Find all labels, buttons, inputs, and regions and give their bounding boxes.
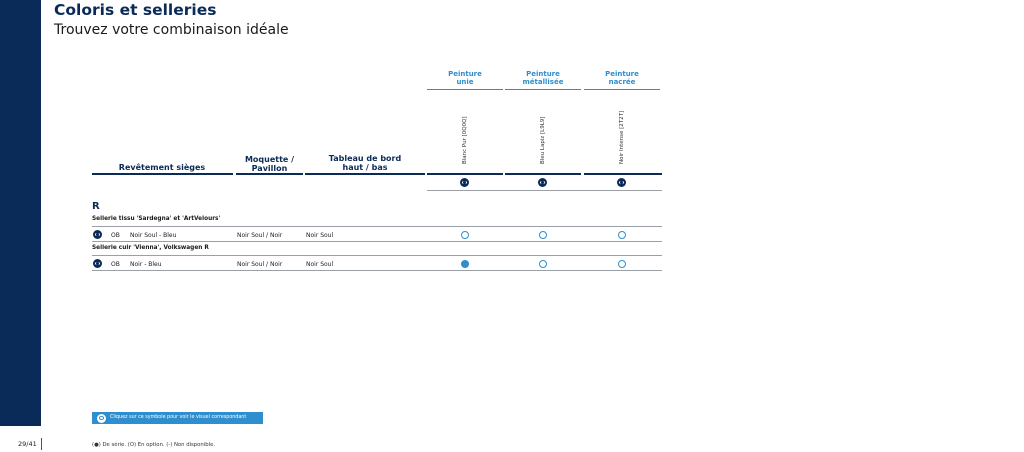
- page-subtitle: Trouvez votre combinaison idéale: [54, 22, 289, 38]
- color-header-line: [427, 173, 503, 175]
- availability-option-marker: [461, 231, 469, 239]
- availability-legend: (●) De série. (O) En option. (-) Non disponible.: [92, 442, 216, 448]
- column-header-line: [92, 173, 233, 175]
- column-header-line: [236, 173, 303, 175]
- divider: [92, 255, 662, 256]
- upholstery-name: Noir Soul - Bleu: [130, 232, 177, 239]
- upholstery-name: Noir - Bleu: [130, 261, 162, 268]
- column-header-dashboard: Tableau de bord haut / bas: [328, 154, 402, 172]
- view-upholstery-eye-icon[interactable]: [93, 259, 102, 268]
- color-header-line: [584, 173, 662, 175]
- color-name-bleu-lapiz: Bleu Lapiz [L9L9]: [540, 116, 546, 164]
- dashboard-value: Noir Soul: [306, 261, 334, 268]
- column-header-seats: Revêtement sièges: [118, 163, 206, 172]
- carpet-value: Noir Soul / Noir: [237, 261, 283, 268]
- paint-type-metallisee: Peinture métallisée: [522, 70, 564, 86]
- dashboard-value: Noir Soul: [306, 232, 334, 239]
- visual-hint-banner: [92, 412, 263, 424]
- hint-text: Cliquez sur ce symbole pour voir le visuel correspondant: [110, 415, 247, 420]
- divider: [92, 226, 662, 227]
- section-title: R: [92, 201, 100, 212]
- color-name-blanc-pur: Blanc Pur [0Q0Q]: [462, 116, 468, 164]
- page-title: Coloris et selleries: [54, 1, 217, 19]
- eye-icon: [97, 414, 106, 423]
- view-color-eye-icon[interactable]: [617, 178, 626, 187]
- paint-type-divider: [505, 89, 581, 90]
- availability-option-marker: [618, 231, 626, 239]
- availability-option-marker: [539, 260, 547, 268]
- paint-type-unie: Peinture unie: [448, 70, 482, 86]
- divider: [427, 190, 662, 191]
- column-header-carpet: Moquette / Pavillon: [244, 155, 295, 173]
- color-name-noir-intense: Noir Intense [2T2T]: [619, 110, 625, 164]
- upholstery-code: OB: [111, 261, 120, 268]
- upholstery-group-label: Sellerie cuir 'Vienna', Volkswagen R: [92, 245, 209, 251]
- color-header-line: [505, 173, 581, 175]
- column-header-line: [305, 173, 425, 175]
- availability-standard-marker: [461, 260, 469, 268]
- availability-option-marker: [539, 231, 547, 239]
- page-number: 29/41: [18, 440, 37, 448]
- paint-type-divider: [427, 89, 503, 90]
- page-number-divider: [41, 438, 42, 450]
- paint-type-divider: [584, 89, 660, 90]
- upholstery-code: OB: [111, 232, 120, 239]
- availability-option-marker: [618, 260, 626, 268]
- paint-type-nacree: Peinture nacrée: [605, 70, 639, 86]
- upholstery-group-label: Sellerie tissu 'Sardegna' et 'ArtVelours': [92, 216, 221, 222]
- carpet-value: Noir Soul / Noir: [237, 232, 283, 239]
- sidebar-band: [0, 0, 41, 426]
- divider: [92, 270, 662, 271]
- view-upholstery-eye-icon[interactable]: [93, 230, 102, 239]
- view-color-eye-icon[interactable]: [538, 178, 547, 187]
- divider: [92, 241, 662, 242]
- view-color-eye-icon[interactable]: [460, 178, 469, 187]
